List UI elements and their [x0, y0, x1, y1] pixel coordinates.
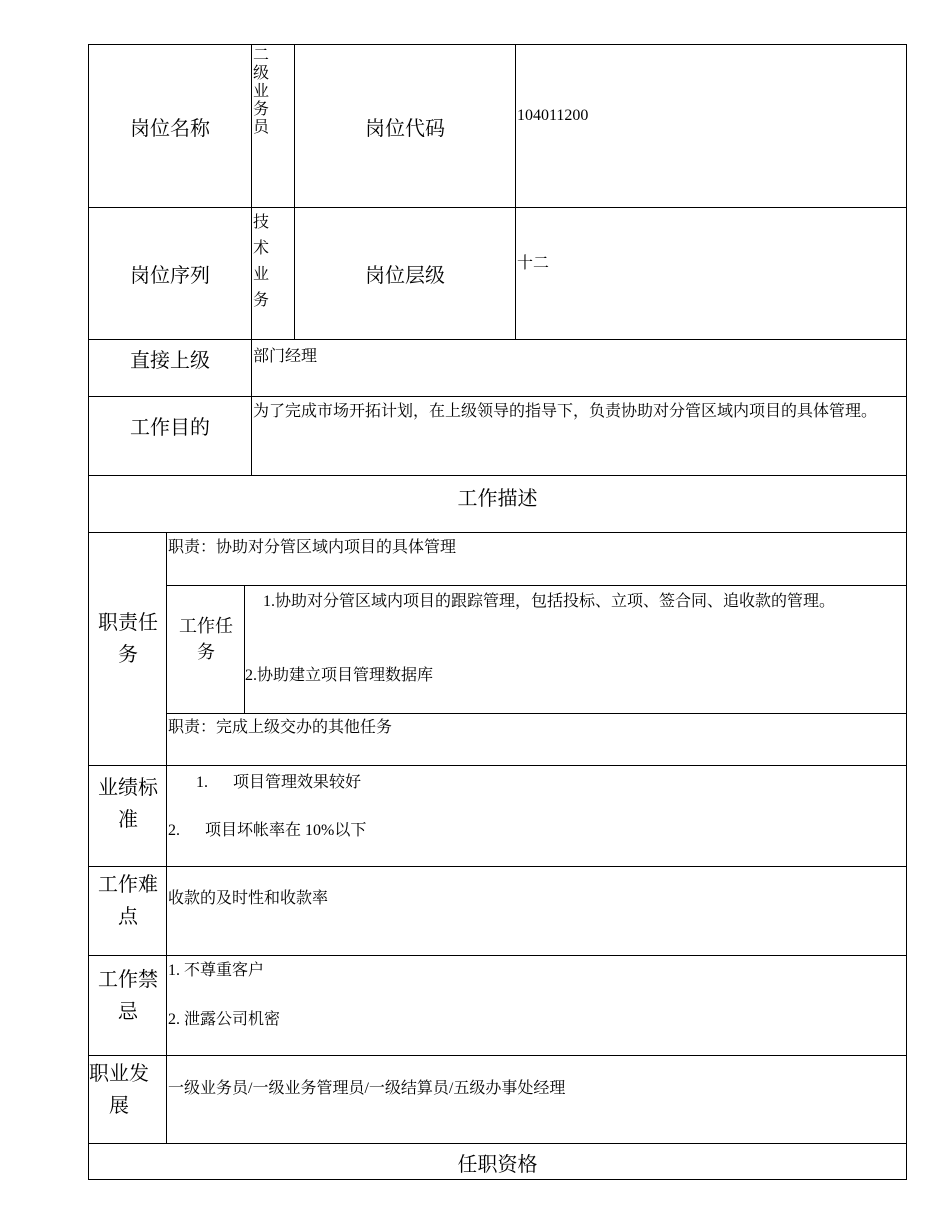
post-code-label-cell — [294, 44, 516, 208]
qualification-heading: 任职资格 — [457, 1154, 538, 1176]
perf2-text: 项目坏帐率在 10%以下 — [205, 822, 367, 839]
post-code-value: 104011200 — [517, 107, 589, 124]
post-level-value-cell — [515, 207, 907, 340]
perf2-number: 2. — [168, 822, 180, 839]
purpose-label-cell — [88, 396, 252, 476]
work-description-heading-cell — [88, 475, 907, 533]
post-level-label: 岗位层级 — [365, 265, 445, 287]
taboo-label-cell — [88, 955, 167, 1056]
task-content-cell — [244, 585, 907, 714]
superior-value-cell — [251, 339, 907, 397]
purpose-value-cell — [251, 396, 907, 476]
post-name-label-cell — [88, 44, 252, 208]
career-value-cell — [166, 1055, 907, 1144]
duty1-cell — [166, 532, 907, 586]
task1-text: 1.协助对分管区域内项目的跟踪管理，包括投标、立项、签合同、追收款的管理。 — [263, 593, 836, 610]
purpose-value: 为了完成市场开拓计划，在上级领导的指导下，负责协助对分管区域内项目的具体管理。 — [253, 403, 878, 420]
post-level-label-cell — [294, 207, 516, 340]
perf1-number: 1. — [196, 774, 208, 791]
task-label-cell — [166, 585, 245, 714]
duty1-text: 职责：协助对分管区域内项目的具体管理 — [168, 539, 457, 556]
post-name-label: 岗位名称 — [130, 117, 210, 140]
post-level-value: 十二 — [517, 255, 550, 272]
duties-label: 职责任务 — [98, 612, 158, 666]
post-code-value-cell — [515, 44, 907, 208]
post-name-value: 二级业务员 — [253, 47, 270, 136]
purpose-label: 工作目的 — [130, 417, 210, 439]
superior-label: 直接上级 — [130, 350, 210, 372]
performance-value-cell — [166, 765, 907, 867]
perf1-text: 项目管理效果较好 — [233, 774, 362, 791]
task-label: 工作任务 — [179, 616, 233, 662]
difficulty-label: 工作难点 — [98, 874, 158, 928]
post-series-value: 技术业务 — [253, 214, 270, 309]
taboo-label: 工作禁忌 — [98, 969, 158, 1023]
difficulty-label-cell — [88, 866, 167, 956]
work-description-heading: 工作描述 — [457, 488, 538, 510]
taboo1-text: 1. 不尊重客户 — [168, 962, 265, 979]
difficulty-value-cell — [166, 866, 907, 956]
superior-label-cell — [88, 339, 252, 397]
career-value: 一级业务员/一级业务管理员/一级结算员/五级办事处经理 — [168, 1080, 566, 1097]
taboo-value-cell — [166, 955, 907, 1056]
taboo2-text: 2. 泄露公司机密 — [168, 1011, 281, 1028]
post-name-value-cell — [251, 44, 295, 208]
superior-value: 部门经理 — [253, 348, 318, 365]
difficulty-value: 收款的及时性和收款率 — [168, 890, 329, 907]
post-series-label-cell — [88, 207, 252, 340]
post-code-label: 岗位代码 — [365, 117, 445, 140]
career-label: 职业发展 — [89, 1063, 149, 1117]
performance-label-cell — [88, 765, 167, 867]
performance-label: 业绩标准 — [98, 777, 158, 831]
career-label-cell — [88, 1055, 167, 1144]
duty2-cell — [166, 713, 907, 766]
task2-text: 2.协助建立项目管理数据库 — [245, 667, 434, 684]
qualification-heading-cell — [88, 1143, 907, 1180]
duty2-text: 职责：完成上级交办的其他任务 — [168, 719, 393, 736]
duties-label-cell — [88, 532, 167, 766]
job-description-table — [88, 44, 907, 1180]
post-series-label: 岗位序列 — [130, 265, 210, 287]
post-series-value-cell — [251, 207, 295, 340]
